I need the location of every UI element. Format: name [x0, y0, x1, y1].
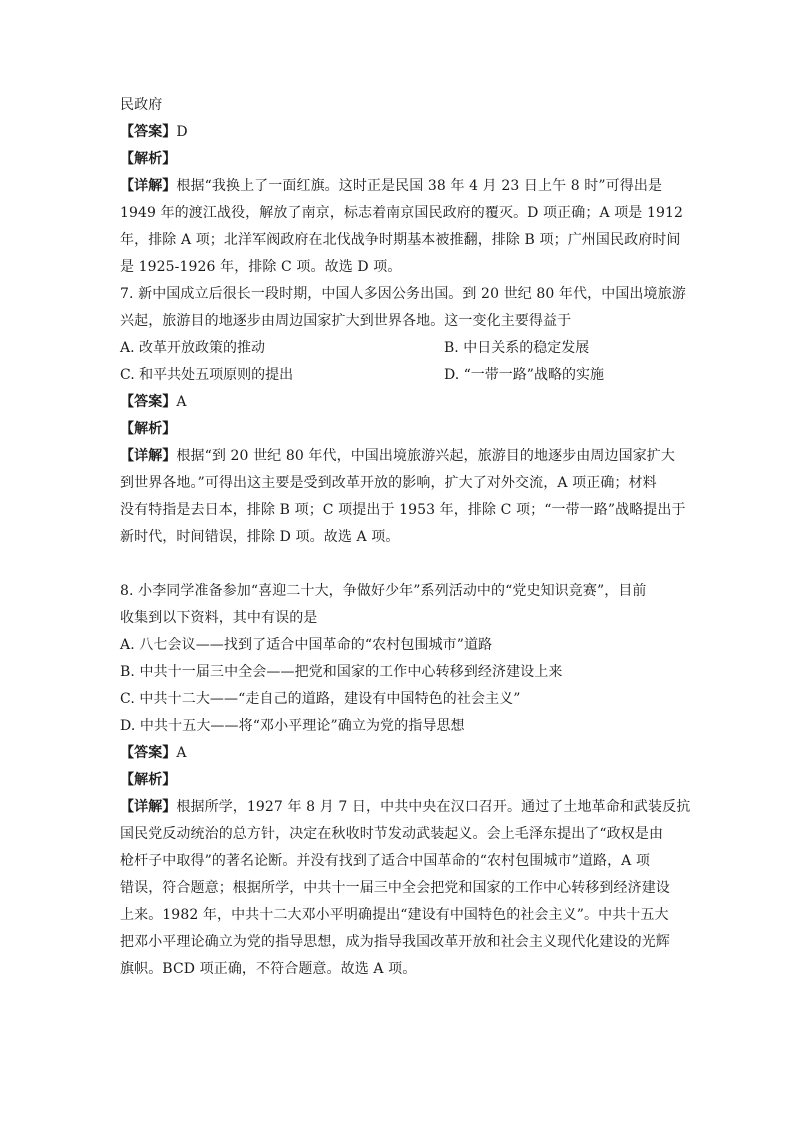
detail-line: 把邓小平理论确立为党的指导思想，成为指导我国改革开放和社会主义现代化建设的光辉 [120, 934, 670, 950]
answer-line [120, 389, 680, 416]
answer-tag: 【答案】 [120, 394, 177, 410]
answer-value: A [176, 394, 187, 410]
options-row [120, 335, 680, 362]
detail-tag: 【详解】 [120, 799, 177, 815]
answer-value: A [176, 745, 187, 761]
detail-line: 是 1925-1926 年，排除 C 项。故选 D 项。 [120, 259, 402, 275]
answer-line [120, 119, 680, 146]
detail-line: 旗帜。BCD 项正确，不符合题意。故选 A 项。 [120, 961, 417, 977]
analysis-tag: 【解析】 [120, 151, 177, 167]
detail-line: 1949 年的渡江战役，解放了南京，标志着南京国民政府的覆灭。D 项正确；A 项是 1912 [120, 205, 683, 221]
option-a: A. 改革开放政策的推动 [120, 340, 266, 356]
detail-line: 没有特指是去日本，排除 B 项；C 项提出于 1953 年，排除 C 项；“一带一路”战略提出于 [120, 502, 686, 518]
option-a: A. 八七会议——找到了适合中国革命的“农村包围城市”道路 [120, 637, 493, 653]
answer-tag: 【答案】 [120, 124, 177, 140]
answer-tag: 【答案】 [120, 745, 177, 761]
detail-tag: 【详解】 [120, 448, 177, 464]
option-d: D. “一带一路”战略的实施 [444, 367, 604, 383]
answer-value: D [176, 124, 188, 140]
detail-line: 上来。1982 年，中共十二大邓小平明确提出“建设有中国特色的社会主义”。中共十五大 [120, 907, 669, 923]
detail-line: 国民党反动统治的总方针，决定在秋收时节发动武装起义。会上毛泽东提出了“政权是由 [120, 826, 664, 842]
option-b: B. 中日关系的稳定发展 [444, 340, 590, 356]
detail-line [120, 443, 680, 470]
question-stem: 兴起，旅游目的地逐步由周边国家扩大到世界各地。这一变化主要得益于 [120, 313, 572, 329]
detail-text: 根据“到 20 世纪 80 年代，中国出境旅游兴起，旅游目的地逐步由周边国家扩大 [176, 448, 675, 464]
option-c: C. 中共十二大——“走自己的道路，建设有中国特色的社会主义” [120, 691, 521, 707]
analysis-tag: 【解析】 [120, 421, 177, 437]
option-c: C. 和平共处五项原则的提出 [120, 367, 294, 383]
text-line: 民政府 [120, 97, 163, 113]
detail-line [120, 173, 680, 200]
detail-line: 枪杆子中取得”的著名论断。并没有找到了适合中国革命的“农村包围城市”道路，A 项 [120, 853, 651, 869]
detail-tag: 【详解】 [120, 178, 177, 194]
option-d: D. 中共十五大——将“邓小平理论”确立为党的指导思想 [120, 718, 465, 734]
detail-line: 新时代，时间错误，排除 D 项。故选 A 项。 [120, 529, 400, 545]
options-row [120, 362, 680, 389]
detail-line: 错误，符合题意；根据所学，中共十一届三中全会把党和国家的工作中心转移到经济建设 [120, 880, 670, 896]
detail-line [120, 794, 691, 821]
analysis-tag: 【解析】 [120, 772, 177, 788]
detail-text: 根据“我换上了一面红旗。这时正是民国 38 年 4 月 23 日上午 8 时”可得出是 [176, 178, 663, 194]
answer-line [120, 740, 680, 767]
detail-line: 年，排除 A 项；北洋军阀政府在北伐战争时期基本被推翻，排除 B 项；广州国民政府时间 [120, 232, 681, 248]
option-b: B. 中共十一届三中全会——把党和国家的工作中心转移到经济建设上来 [120, 664, 563, 680]
question-stem: 7. 新中国成立后很长一段时期，中国人多因公务出国。到 20 世纪 80 年代，中国出境旅游 [120, 286, 686, 302]
spacer [120, 551, 680, 578]
detail-text: 根据所学，1927 年 8 月 7 日，中共中央在汉口召开。通过了土地革命和武装反抗 [176, 799, 691, 815]
document-page [120, 92, 691, 983]
question-stem: 8. 小李同学准备参加“喜迎二十大，争做好少年”系列活动中的“党史知识竞赛”，目前 [120, 583, 647, 599]
question-stem: 收集到以下资料，其中有误的是 [120, 610, 318, 626]
detail-line: 到世界各地。”可得出这主要是受到改革开放的影响，扩大了对外交流，A 项正确；材料 [120, 475, 657, 491]
